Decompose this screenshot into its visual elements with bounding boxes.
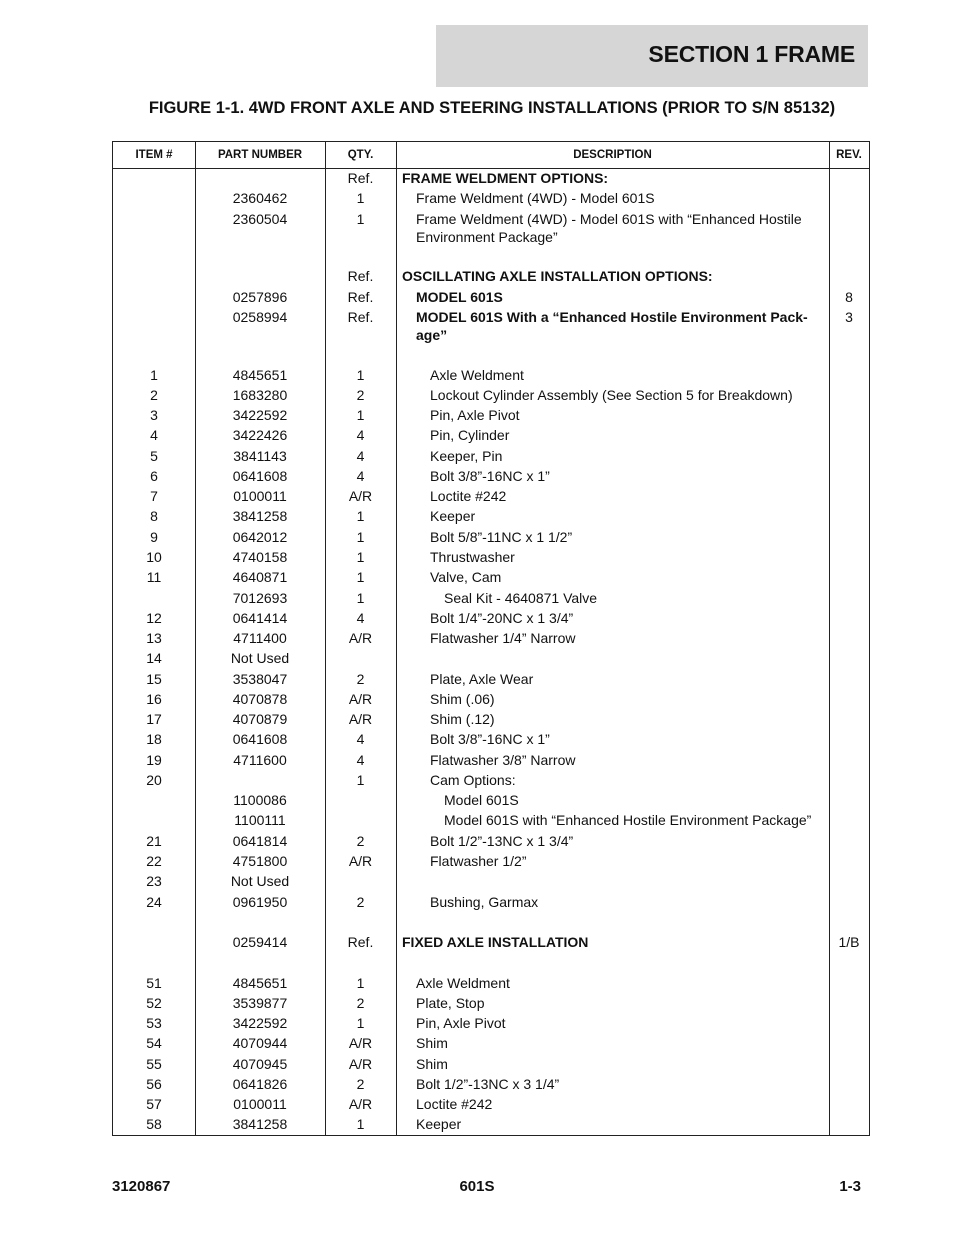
part-number-cell: 4070945 xyxy=(232,1056,288,1072)
qty-cell: 2 xyxy=(356,833,365,849)
qty-cell: 4 xyxy=(356,731,365,747)
part-number-cell: 0641608 xyxy=(232,468,288,484)
qty-cell: 2 xyxy=(356,894,365,910)
description-cell: Frame Weldment (4WD) - Model 601S with “Enhanced Hostile Environment Package” xyxy=(416,211,802,245)
item-cell: 24 xyxy=(146,894,162,910)
rev-cell: 8 xyxy=(845,289,853,305)
qty-cell: A/R xyxy=(348,691,373,707)
header-description: DESCRIPTION xyxy=(573,149,652,161)
item-cell: 2 xyxy=(150,387,158,403)
item-cell: 15 xyxy=(146,671,162,687)
description-cell: Pin, Axle Pivot xyxy=(430,407,520,423)
qty-cell: 1 xyxy=(356,975,365,991)
description-cell: Loctite #242 xyxy=(416,1096,493,1112)
section-title: SECTION 1 FRAME xyxy=(648,41,855,67)
qty-cell: A/R xyxy=(348,853,373,869)
part-number-cell: 4070944 xyxy=(232,1035,288,1051)
item-cell: 14 xyxy=(146,650,162,666)
qty-cell: Ref. xyxy=(347,934,374,950)
qty-cell: 4 xyxy=(356,610,365,626)
qty-cell: A/R xyxy=(348,1096,373,1112)
description-cell: Pin, Axle Pivot xyxy=(416,1015,506,1031)
item-cell: 55 xyxy=(146,1056,162,1072)
description-cell: Seal Kit - 4640871 Valve xyxy=(444,590,598,606)
qty-cell: 1 xyxy=(356,772,365,788)
part-number-cell: 0642012 xyxy=(232,529,288,545)
qty-cell: Ref. xyxy=(347,309,374,325)
item-cell: 52 xyxy=(146,995,162,1011)
footer-doc-number: 3120867 xyxy=(112,1178,171,1195)
description-cell: Cam Options: xyxy=(430,772,516,788)
header-rev: REV. xyxy=(836,149,862,161)
part-number-cell: 4740158 xyxy=(232,549,288,565)
description-cell: Flatwasher 1/2” xyxy=(430,853,527,869)
item-cell: 56 xyxy=(146,1076,162,1092)
description-cell: Axle Weldment xyxy=(430,367,524,383)
qty-cell: 4 xyxy=(356,468,365,484)
item-cell: 9 xyxy=(150,529,158,545)
description-cell: OSCILLATING AXLE INSTALLATION OPTIONS: xyxy=(402,268,713,284)
qty-cell: 1 xyxy=(356,569,365,585)
item-cell: 57 xyxy=(146,1096,162,1112)
description-cell: Loctite #242 xyxy=(430,488,507,504)
item-cell: 21 xyxy=(146,833,162,849)
description-cell: Shim (.06) xyxy=(430,691,495,707)
part-number-cell: 3422426 xyxy=(232,427,288,443)
part-number-cell: 4845651 xyxy=(232,975,288,991)
rev-cell: 3 xyxy=(845,309,853,325)
item-cell: 54 xyxy=(146,1035,162,1051)
description-cell: Shim xyxy=(416,1056,448,1072)
qty-cell: Ref. xyxy=(347,268,374,284)
part-number-cell: 4711400 xyxy=(233,630,287,646)
description-cell: Shim (.12) xyxy=(430,711,495,727)
qty-cell: 1 xyxy=(356,549,365,565)
part-number-cell: 0258994 xyxy=(232,309,288,325)
item-cell: 3 xyxy=(150,407,158,423)
qty-cell: 2 xyxy=(356,387,365,403)
item-cell: 5 xyxy=(150,448,158,464)
item-cell: 11 xyxy=(146,569,162,585)
item-cell: 10 xyxy=(146,549,162,565)
figure-title: FIGURE 1-1. 4WD FRONT AXLE AND STEERING INSTALLATIONS (PRIOR TO S/N 85132) xyxy=(148,99,836,117)
qty-cell: 1 xyxy=(356,367,365,383)
part-number-cell: 4751800 xyxy=(232,853,288,869)
part-number-cell: 1100086 xyxy=(233,792,287,808)
item-cell: 19 xyxy=(146,752,162,768)
description-cell: Keeper, Pin xyxy=(430,448,503,464)
section-banner xyxy=(436,25,868,87)
description-cell: Flatwasher 3/8” Narrow xyxy=(430,752,576,768)
description-cell: Bolt 1/2”-13NC x 3 1/4” xyxy=(416,1076,560,1092)
qty-cell: A/R xyxy=(348,711,373,727)
part-number-cell: 3422592 xyxy=(232,1015,288,1031)
part-number-cell: 4070878 xyxy=(232,691,288,707)
item-cell: 6 xyxy=(150,468,158,484)
description-cell: MODEL 601S xyxy=(416,289,503,305)
item-cell: 13 xyxy=(146,630,162,646)
part-number-cell: 2360462 xyxy=(232,190,288,206)
description-cell: Thrustwasher xyxy=(430,549,515,565)
description-cell: Lockout Cylinder Assembly (See Section 5 for Breakdown) xyxy=(430,387,793,403)
item-cell: 1 xyxy=(150,367,158,383)
qty-cell: 2 xyxy=(356,995,365,1011)
description-cell: FRAME WELDMENT OPTIONS: xyxy=(402,170,609,186)
item-cell: 12 xyxy=(146,610,162,626)
part-number-cell: 4711600 xyxy=(233,752,287,768)
footer-model: 601S xyxy=(459,1178,495,1195)
part-number-cell: 0641414 xyxy=(232,610,288,626)
item-cell: 20 xyxy=(146,772,162,788)
qty-cell: Ref. xyxy=(347,289,374,305)
part-number-cell: 0257896 xyxy=(232,289,288,305)
item-cell: 23 xyxy=(146,873,162,889)
column-divider xyxy=(396,142,397,1135)
qty-cell: A/R xyxy=(348,630,373,646)
description-cell: Model 601S xyxy=(444,792,519,808)
qty-cell: Ref. xyxy=(347,170,374,186)
part-number-cell: 0100011 xyxy=(233,488,287,504)
item-cell: 7 xyxy=(150,488,158,504)
item-cell: 17 xyxy=(146,711,162,727)
description-cell: Shim xyxy=(416,1035,448,1051)
qty-cell: 1 xyxy=(356,508,365,524)
description-cell: MODEL 601S With a “Enhanced Hostile Environment Pack-age” xyxy=(416,309,808,343)
item-cell: 51 xyxy=(146,975,162,991)
description-cell: Plate, Axle Wear xyxy=(430,671,534,687)
description-cell: Axle Weldment xyxy=(416,975,510,991)
part-number-cell: 3422592 xyxy=(232,407,288,423)
part-number-cell: 0100011 xyxy=(233,1096,287,1112)
description-cell: Bolt 1/4”-20NC x 1 3/4” xyxy=(430,610,574,626)
header-part-number: PART NUMBER xyxy=(217,149,303,161)
item-cell: 22 xyxy=(146,853,162,869)
qty-cell: 4 xyxy=(356,427,365,443)
qty-cell: 1 xyxy=(356,1015,365,1031)
qty-cell: 1 xyxy=(356,590,365,606)
qty-cell: 1 xyxy=(356,190,365,206)
qty-cell: 2 xyxy=(356,671,365,687)
part-number-cell: Not Used xyxy=(230,873,290,889)
description-cell: Bolt 3/8”-16NC x 1” xyxy=(430,468,550,484)
part-number-cell: 3841258 xyxy=(232,508,288,524)
part-number-cell: 3841258 xyxy=(232,1116,288,1132)
part-number-cell: 4070879 xyxy=(232,711,288,727)
part-number-cell: 0641814 xyxy=(232,833,288,849)
part-number-cell: 3538047 xyxy=(232,671,288,687)
header-divider xyxy=(113,168,869,169)
qty-cell: A/R xyxy=(348,488,373,504)
qty-cell: A/R xyxy=(348,1056,373,1072)
item-cell: 18 xyxy=(146,731,162,747)
part-number-cell: 2360504 xyxy=(232,211,288,227)
description-cell: FIXED AXLE INSTALLATION xyxy=(402,934,589,950)
description-cell: Frame Weldment (4WD) - Model 601S xyxy=(416,190,655,206)
footer-page-number: 1-3 xyxy=(839,1178,861,1195)
item-cell: 16 xyxy=(146,691,162,707)
qty-cell: 1 xyxy=(356,211,365,227)
item-cell: 4 xyxy=(150,427,158,443)
qty-cell: A/R xyxy=(348,1035,373,1051)
qty-cell: 1 xyxy=(356,529,365,545)
description-cell: Valve, Cam xyxy=(430,569,502,585)
description-cell: Keeper xyxy=(430,508,476,524)
part-number-cell: 3539877 xyxy=(232,995,288,1011)
header-qty: QTY. xyxy=(347,149,374,161)
description-cell: Pin, Cylinder xyxy=(430,427,510,443)
item-cell: 8 xyxy=(150,508,158,524)
part-number-cell: 1100111 xyxy=(234,812,286,828)
parts-table xyxy=(112,141,870,1136)
description-cell: Model 601S with “Enhanced Hostile Environment Package” xyxy=(444,812,812,828)
description-cell: Bolt 5/8”-11NC x 1 1/2” xyxy=(430,529,573,545)
description-cell: Plate, Stop xyxy=(416,995,485,1011)
part-number-cell: 0259414 xyxy=(232,934,288,950)
qty-cell: 2 xyxy=(356,1076,365,1092)
part-number-cell: 4845651 xyxy=(232,367,288,383)
part-number-cell: 7012693 xyxy=(232,590,288,606)
part-number-cell: 3841143 xyxy=(233,448,287,464)
description-cell: Flatwasher 1/4” Narrow xyxy=(430,630,576,646)
qty-cell: 1 xyxy=(356,407,365,423)
part-number-cell: 1683280 xyxy=(232,387,288,403)
header-item: ITEM # xyxy=(135,149,173,161)
description-cell: Keeper xyxy=(416,1116,462,1132)
part-number-cell: Not Used xyxy=(230,650,290,666)
description-cell: Bolt 1/2”-13NC x 1 3/4” xyxy=(430,833,574,849)
part-number-cell: 0961950 xyxy=(232,894,288,910)
part-number-cell: 0641826 xyxy=(232,1076,288,1092)
item-cell: 58 xyxy=(146,1116,162,1132)
description-cell: Bolt 3/8”-16NC x 1” xyxy=(430,731,550,747)
part-number-cell: 4640871 xyxy=(232,569,288,585)
rev-cell: 1/B xyxy=(838,934,860,950)
qty-cell: 1 xyxy=(356,1116,365,1132)
qty-cell: 4 xyxy=(356,752,365,768)
description-cell: Bushing, Garmax xyxy=(430,894,539,910)
qty-cell: 4 xyxy=(356,448,365,464)
item-cell: 53 xyxy=(146,1015,162,1031)
part-number-cell: 0641608 xyxy=(232,731,288,747)
